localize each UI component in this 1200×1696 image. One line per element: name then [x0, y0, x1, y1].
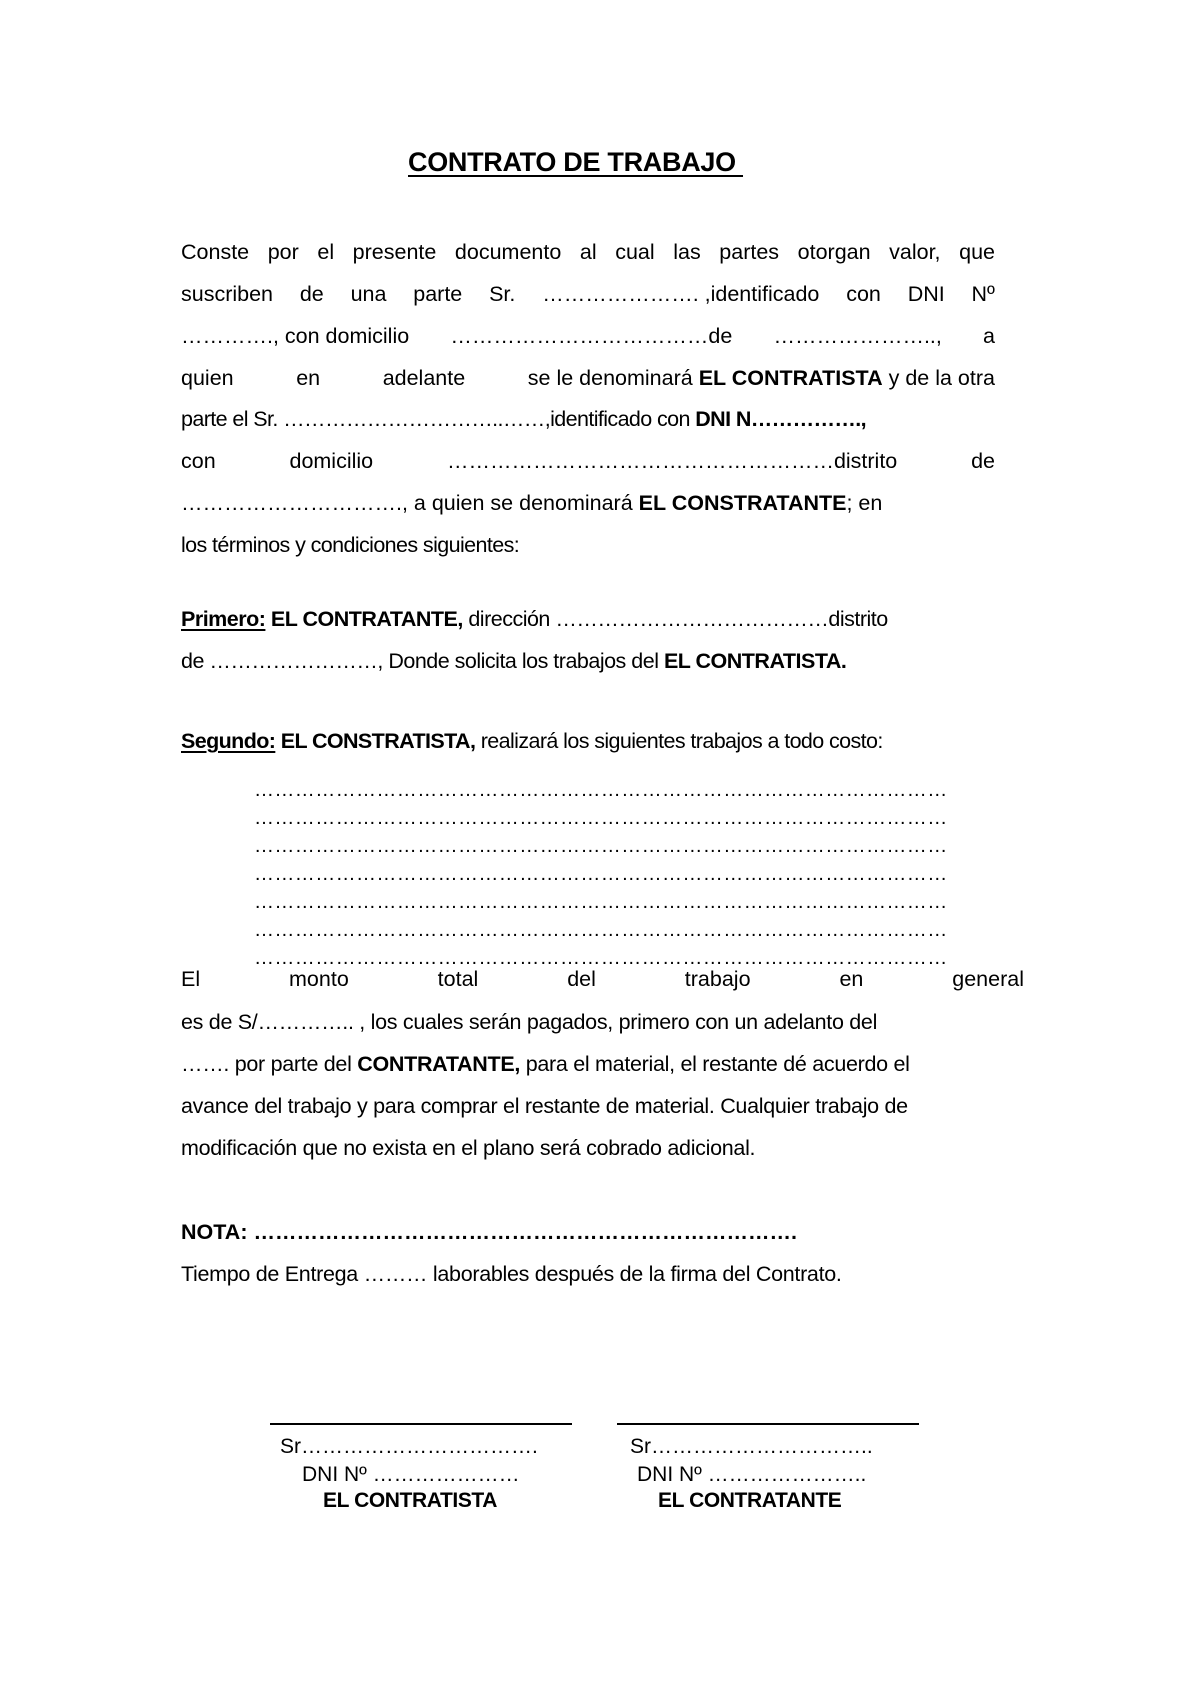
intro-line-6-word: de	[971, 449, 995, 473]
intro-line-2-word: …………………. ,identificado	[542, 282, 820, 306]
intro-line-2-word: con	[846, 282, 881, 306]
intro-line-1-word: documento	[454, 240, 562, 264]
tercero-line-1-word: en	[839, 967, 864, 991]
clause-primero-line-1: Primero: EL CONTRATANTE, dirección …………………………………distrito	[181, 607, 888, 631]
intro-line-6	[181, 447, 995, 475]
document-title: CONTRATO DE TRABAJO	[408, 147, 744, 177]
work-item-dotted-line: …………………………………………………………………………………………	[254, 807, 948, 829]
intro-line-2-word: una	[350, 282, 387, 306]
work-item-dotted-line: …………………………………………………………………………………………	[254, 835, 948, 857]
clause-tercero-line-2: es de S/………….. , los cuales serán pagados, primero con un adelanto del	[181, 1010, 878, 1034]
intro-line-1-word: al	[579, 240, 597, 264]
intro-line-2-word: suscriben	[181, 282, 274, 306]
intro-line-1-word: por	[267, 240, 299, 264]
clause-tercero-line-5: modificación que no exista en el plano será cobrado adicional.	[181, 1136, 756, 1160]
intro-line-2-word: Sr.	[489, 282, 516, 306]
intro-line-8: los términos y condiciones siguientes:	[181, 533, 520, 557]
clause-primero-line-2: de ……………………, Donde solicita los trabajos del EL CONTRATISTA.	[181, 649, 847, 673]
intro-line-6-word: domicilio	[289, 449, 374, 473]
work-item-dotted-line: …………………………………………………………………………………………	[254, 891, 948, 913]
intro-line-1-word: otorgan	[797, 240, 871, 264]
work-item-dotted-line: …………………………………………………………………………………………	[254, 947, 948, 969]
tercero-line-1-word: trabajo	[684, 967, 751, 991]
tercero-line-1-word: monto	[289, 967, 349, 991]
intro-line-1	[181, 238, 995, 266]
intro-line-3-word: …………., con domicilio	[181, 324, 410, 348]
tercero-line-1-word: total	[437, 967, 479, 991]
clause-segundo-line: Segundo: EL CONSTRATISTA, realizará los siguientes trabajos a todo costo:	[181, 729, 883, 753]
intro-line-3-word: ………………………………de	[450, 324, 733, 348]
signature-right-sr: Sr…………………………..	[630, 1435, 873, 1458]
intro-line-1-word: Conste	[181, 240, 250, 264]
intro-line-6-word: con	[181, 449, 216, 473]
clause-primero-label: Primero:	[181, 607, 266, 631]
tercero-line-1-word: general	[952, 967, 1024, 991]
nota-label: NOTA:	[181, 1220, 248, 1244]
tercero-line-1-word: del	[567, 967, 596, 991]
signature-line-right	[617, 1423, 919, 1425]
intro-line-1-word: que	[959, 240, 995, 264]
signature-line-left	[270, 1423, 572, 1425]
signature-left-role: EL CONTRATISTA	[323, 1489, 498, 1512]
intro-line-1-word: valor,	[889, 240, 941, 264]
intro-line-5: parte el Sr. …………………………..……,identificado con DNI N…………….,	[181, 407, 867, 431]
clause-tercero-line-1	[181, 965, 1024, 993]
intro-line-3-word: a	[983, 324, 995, 348]
intro-line-1-word: cual	[615, 240, 655, 264]
intro-line-6-word: ………………………………………………distrito	[446, 449, 898, 473]
signature-left-sr: Sr…………………………….	[280, 1435, 538, 1458]
intro-line-3-word: …………………..,	[773, 324, 942, 348]
work-item-dotted-line: …………………………………………………………………………………………	[254, 919, 948, 941]
signature-left-dni: DNI Nº …………………	[302, 1463, 520, 1486]
intro-line-2-word: parte	[413, 282, 463, 306]
tiempo-entrega-line: Tiempo de Entrega ……… laborables después de la firma del Contrato.	[181, 1262, 842, 1286]
intro-line-2	[181, 280, 995, 308]
intro-line-7: …………………………., a quien se denominará EL CONSTRATANTE; en	[181, 491, 883, 515]
intro-line-3	[181, 322, 995, 350]
clause-tercero-line-4: avance del trabajo y para comprar el restante de material. Cualquier trabajo de	[181, 1094, 908, 1118]
signature-right-role: EL CONTRATANTE	[658, 1489, 842, 1512]
work-item-dotted-line: …………………………………………………………………………………………	[254, 779, 948, 801]
clause-segundo-label: Segundo:	[181, 729, 276, 753]
clause-tercero-line-3: ……. por parte del CONTRATANTE, para el material, el restante dé acuerdo el	[181, 1052, 910, 1076]
intro-line-1-word: presente	[352, 240, 437, 264]
intro-line-2-word: Nº	[971, 282, 995, 306]
signature-right-dni: DNI Nº …………………..	[637, 1463, 867, 1486]
intro-line-1-word: el	[317, 240, 335, 264]
intro-line-4: quien en adelante se le denominará EL CONTRATISTA y de la otra	[181, 366, 995, 390]
intro-line-2-word: DNI	[907, 282, 945, 306]
intro-line-2-word: de	[299, 282, 324, 306]
work-item-dotted-line: …………………………………………………………………………………………	[254, 863, 948, 885]
intro-line-1-word: las	[673, 240, 701, 264]
tercero-line-1-word: El	[181, 967, 201, 991]
intro-line-1-word: partes	[719, 240, 780, 264]
nota-line: NOTA: ………………………………………………………………….	[181, 1220, 797, 1244]
